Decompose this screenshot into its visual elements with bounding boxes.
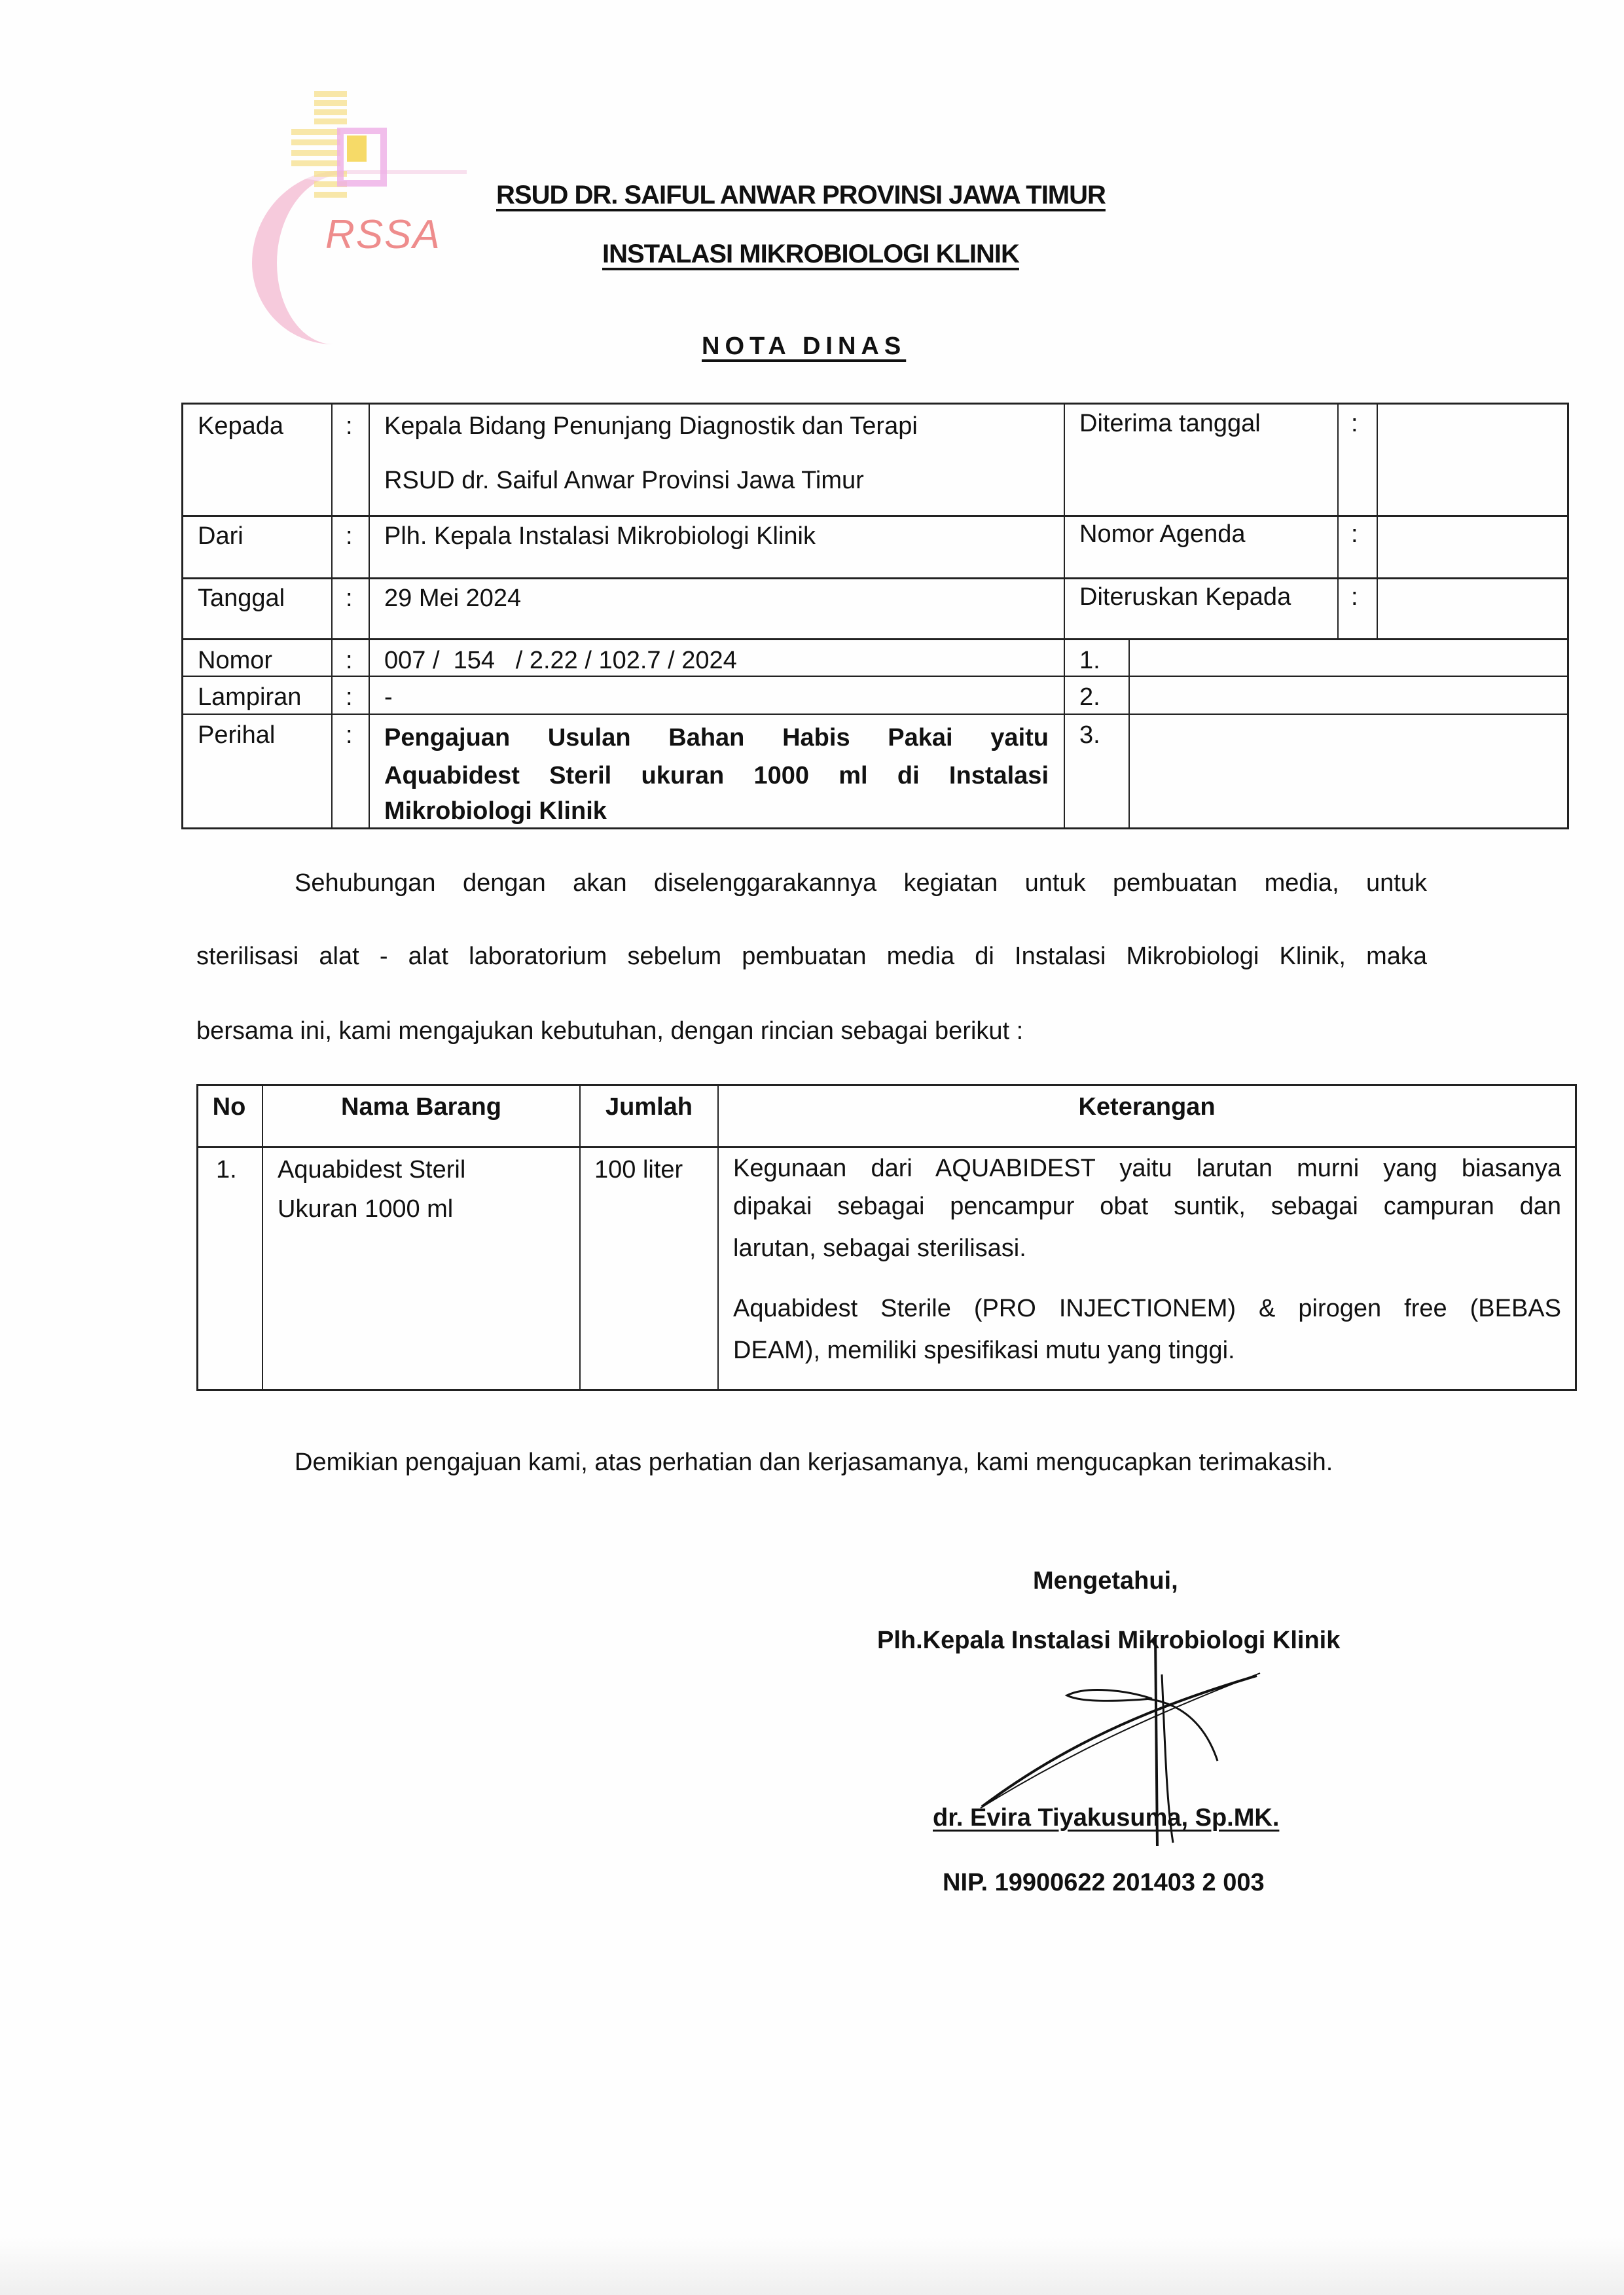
row-desc-line5: DEAM), memiliki spesifikasi mutu yang tinggi. bbox=[733, 1337, 1235, 1364]
row-name-line1: Aquabidest Steril bbox=[278, 1156, 466, 1184]
intro-line-1: Sehubungan dengan akan diselenggarakannya kegiatan untuk pembuatan media, untuk bbox=[295, 869, 1427, 897]
separator: : bbox=[1351, 410, 1358, 437]
label-nomor-agenda: Nomor Agenda bbox=[1079, 520, 1246, 548]
row-desc-line3: larutan, sebagai sterilisasi. bbox=[733, 1235, 1026, 1262]
signatory-nip: NIP. 19900622 201403 2 003 bbox=[943, 1869, 1265, 1896]
institution-title: RSUD DR. SAIFUL ANWAR PROVINSI JAWA TIMUR bbox=[496, 181, 1106, 209]
label-diteruskan-kepada: Diteruskan Kepada bbox=[1079, 583, 1291, 611]
col-header-no: No bbox=[212, 1093, 246, 1121]
row-desc-line1: Kegunaan dari AQUABIDEST yaitu larutan murni yang biasanya bbox=[733, 1155, 1561, 1182]
row-no: 1. bbox=[216, 1156, 237, 1184]
separator: : bbox=[1351, 583, 1358, 611]
department-title: INSTALASI MIKROBIOLOGI KLINIK bbox=[602, 240, 1019, 268]
value-perihal-line1: Pengajuan Usulan Bahan Habis Pakai yaitu bbox=[384, 724, 1049, 751]
value-tanggal: 29 Mei 2024 bbox=[384, 585, 522, 612]
intro-line-2: sterilisasi alat - alat laboratorium sebelum pembuatan media di Instalasi Mikrobiologi Klinik, maka bbox=[196, 943, 1427, 970]
col-header-nama-barang: Nama Barang bbox=[341, 1093, 501, 1121]
value-nomor: 007 / 154 / 2.22 / 102.7 / 2024 bbox=[384, 647, 737, 674]
value-kepada-line1: Kepala Bidang Penunjang Diagnostik dan Terapi bbox=[384, 412, 918, 440]
col-header-jumlah: Jumlah bbox=[605, 1093, 693, 1121]
acknowledged-label: Mengetahui, bbox=[1033, 1567, 1178, 1595]
row-desc-line2: dipakai sebagai pencampur obat suntik, sebagai campuran dan bbox=[733, 1193, 1561, 1220]
document-type-title: NOTA DINAS bbox=[702, 333, 907, 360]
separator: : bbox=[346, 585, 353, 612]
signatory-position: Plh.Kepala Instalasi Mikrobiologi Klinik bbox=[877, 1627, 1341, 1654]
row-qty: 100 liter bbox=[594, 1156, 683, 1184]
col-header-keterangan: Keterangan bbox=[1078, 1093, 1216, 1121]
label-tanggal: Tanggal bbox=[198, 585, 285, 612]
handwritten-signature bbox=[929, 1630, 1296, 1892]
forward-item-number: 2. bbox=[1079, 683, 1100, 711]
row-desc-line4: Aquabidest Sterile (PRO INJECTIONEM) & pirogen free (BEBAS bbox=[733, 1295, 1561, 1322]
separator: : bbox=[346, 647, 353, 674]
separator: : bbox=[1351, 520, 1358, 548]
label-nomor: Nomor bbox=[198, 647, 273, 674]
forward-item-number: 3. bbox=[1079, 721, 1100, 749]
forward-item-number: 1. bbox=[1079, 647, 1100, 674]
separator: : bbox=[346, 721, 353, 749]
label-perihal: Perihal bbox=[198, 721, 276, 749]
label-kepada: Kepada bbox=[198, 412, 284, 440]
separator: : bbox=[346, 522, 353, 550]
intro-line-3: bersama ini, kami mengajukan kebutuhan, dengan rincian sebagai berikut : bbox=[196, 1017, 1024, 1045]
value-perihal-line2: Aquabidest Steril ukuran 1000 ml di Instalasi bbox=[384, 762, 1049, 789]
row-name-line2: Ukuran 1000 ml bbox=[278, 1195, 454, 1223]
separator: : bbox=[346, 683, 353, 711]
label-lampiran: Lampiran bbox=[198, 683, 302, 711]
label-diterima-tanggal: Diterima tanggal bbox=[1079, 410, 1261, 437]
value-dari: Plh. Kepala Instalasi Mikrobiologi Klinik bbox=[384, 522, 816, 550]
value-lampiran: - bbox=[384, 683, 393, 711]
scan-shadow bbox=[0, 2236, 1624, 2295]
signatory-name: dr. Evira Tiyakusuma, Sp.MK. bbox=[933, 1804, 1280, 1832]
value-perihal-line3: Mikrobiologi Klinik bbox=[384, 797, 607, 825]
logo-text: RSSA bbox=[325, 212, 441, 257]
label-dari: Dari bbox=[198, 522, 244, 550]
separator: : bbox=[346, 412, 353, 440]
closing-paragraph: Demikian pengajuan kami, atas perhatian dan kerjasamanya, kami mengucapkan terimakasih. bbox=[295, 1449, 1333, 1476]
logo-square bbox=[347, 136, 367, 162]
value-kepada-line2: RSUD dr. Saiful Anwar Provinsi Jawa Timur bbox=[384, 467, 864, 494]
rssa-logo bbox=[252, 88, 461, 337]
